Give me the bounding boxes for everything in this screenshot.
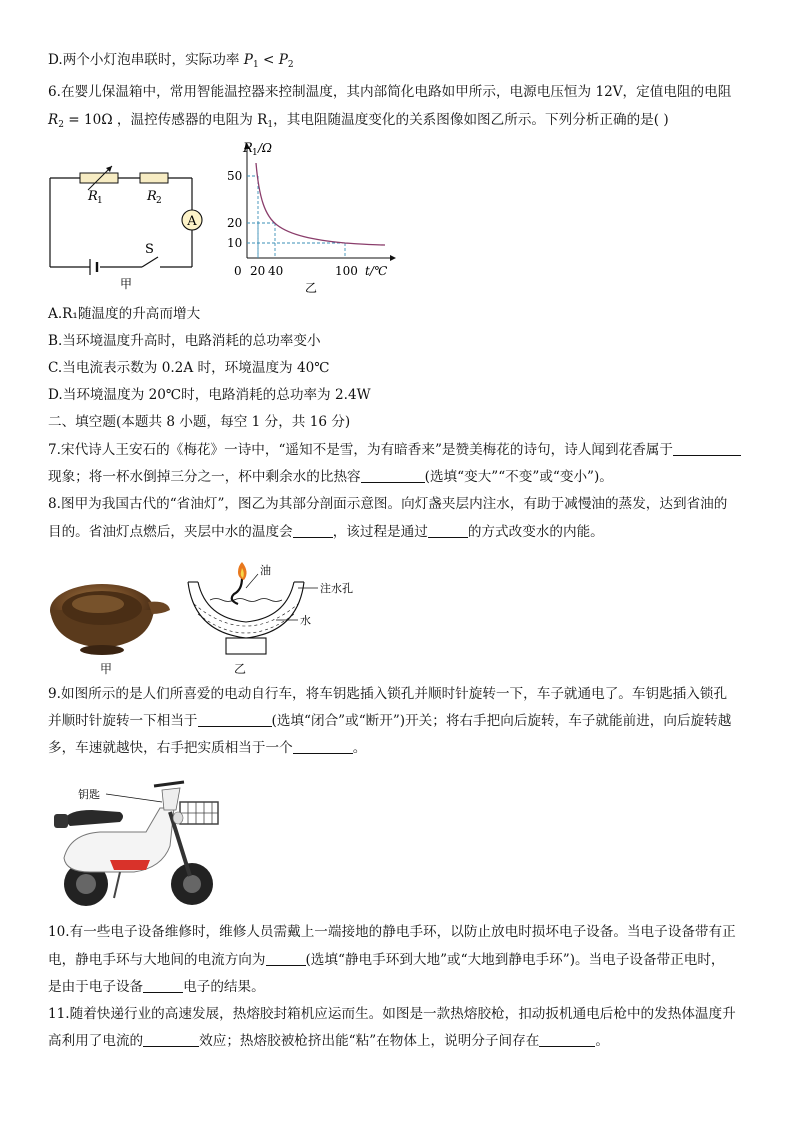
label-water: 水: [300, 614, 311, 627]
q9-line2: [48, 711, 748, 731]
r2-sub: 2: [58, 120, 64, 130]
xtick-0: 0: [234, 264, 242, 278]
label-water-hole: 注水孔: [320, 582, 353, 595]
answer-blank[interactable]: [361, 468, 425, 483]
answer-blank[interactable]: [293, 523, 333, 538]
q11-text-b: 高利用了电流的: [48, 1033, 144, 1049]
p2-sub: 2: [287, 60, 294, 70]
q7-line2: [48, 467, 748, 487]
q6-option-b: B.当环境温度升高时，电路消耗的总功率变小: [48, 333, 321, 349]
answer-blank[interactable]: [143, 1032, 199, 1047]
q9-line3: [48, 738, 748, 758]
q8-line2: [48, 522, 748, 542]
q8-line1: 8.图甲为我国古代的“省油灯”，图乙为其部分剖面示意图。向灯盏夹层内注水，有助于减慢油的蒸发，达到省油的: [48, 496, 728, 512]
q10-line3: [48, 977, 748, 997]
r2-resistor: [140, 173, 168, 183]
r2-label-sub: 2: [156, 196, 162, 206]
graph-ylabel-sub: 1: [252, 148, 258, 158]
r1-label-sub: 1: [97, 196, 103, 206]
graph-ylabel: R: [243, 141, 253, 156]
answer-blank[interactable]: [266, 951, 306, 966]
p1-symbol: P: [243, 52, 253, 68]
q11-text-d: 。: [595, 1033, 609, 1049]
xtick-40: 40: [268, 264, 284, 278]
q9-text-b: 并顺时针旋转一下相当于: [48, 713, 198, 729]
answer-blank[interactable]: [673, 441, 741, 456]
lamp-caption-yi: 乙: [234, 662, 247, 676]
q7-text-a: 7.宋代诗人王安石的《梅花》一诗中，“遥知不是雪，为有暗香来”是赞美梅花的诗句，诗人闻到花香属于: [48, 442, 673, 458]
q11-line1: 11.随着快递行业的高速发展，热熔胶封箱机应运而生。如图是一款热熔胶枪，扣动扳机通电后枪中的发热体温度升: [48, 1006, 736, 1022]
xtick-100: 100: [335, 264, 358, 278]
q8-text-c: ，该过程是通过: [332, 524, 428, 540]
q8-text-d: 的方式改变水的内能。: [467, 524, 604, 540]
ammeter-label: A: [187, 214, 197, 229]
q9-text-e: 。: [352, 740, 367, 756]
p2-symbol: P: [278, 52, 288, 68]
r1-curve: [256, 163, 385, 245]
oil-lamp-section: [180, 560, 360, 658]
q10-text-e: 电子的结果。: [183, 979, 265, 995]
r2-symbol: R: [48, 112, 59, 128]
r1-label: R: [88, 189, 98, 204]
q7-text-c: (选填“变大”“不变”或“变小”)。: [424, 469, 613, 485]
q5d-text: D.两个小灯泡串联时，实际功率: [48, 52, 244, 68]
q6-line2-tail: ，其电阻随温度变化的关系图像如图乙所示。下列分析正确的是( ): [273, 112, 669, 128]
r2-label: R: [147, 189, 157, 204]
answer-blank[interactable]: [428, 523, 468, 538]
p1-sub: 1: [252, 60, 259, 70]
lamp-caption-jia: 甲: [100, 662, 113, 676]
q7-text-b: 现象；将一杯水倒掉三分之一，杯中剩余水的比热容: [48, 469, 361, 485]
graph-xlabel: t/℃: [365, 264, 388, 278]
q5-option-d: [48, 50, 748, 75]
q10-text-b: 电，静电手环与大地间的电流方向为: [48, 952, 266, 968]
q9-line1: 9.如图所示的是人们所喜爱的电动自行车，将车钥匙插入锁孔并顺时针旋转一下，车子就通电了。车钥匙插入锁孔: [48, 686, 728, 702]
circuit-diagram: [40, 160, 215, 290]
q7-line1: [48, 440, 748, 460]
oil-lamp-photo: [44, 570, 174, 660]
q9-text-c: (选填“闭合”或“断开”)开关；将右手把向后旋转，车子就能前进，向后旋转越: [271, 713, 732, 729]
answer-blank[interactable]: [293, 739, 353, 754]
q10-line1: 10.有一些电子设备维修时，维修人员需戴上一端接地的静电手环，以防止放电时损坏电子设备。当电子设备带有正: [48, 924, 736, 940]
label-oil: 油: [260, 564, 271, 577]
q6-option-a: A.R₁随温度的升高而增大: [48, 306, 201, 322]
q6-line2-text: = 10Ω ，温控传感器的电阻为 R: [63, 112, 268, 128]
q11-text-c: 效应；热熔胶被枪挤出能“粘”在物体上，说明分子间存在: [199, 1033, 540, 1049]
xtick-20: 20: [250, 264, 266, 278]
graph-caption: 乙: [305, 281, 318, 295]
r1-temperature-graph: [225, 138, 400, 298]
q9-text-d: 多，车速就越快，右手把实质相当于一个: [48, 740, 293, 756]
label-key: 钥匙: [78, 788, 100, 801]
less-than: <: [258, 52, 279, 68]
q10-line2: [48, 950, 748, 970]
q6-option-c: C.当电流表示数为 0.2A 时，环境温度为 40℃: [48, 360, 330, 376]
q10-text-d: 是由于电子设备: [48, 979, 144, 995]
answer-blank[interactable]: [198, 712, 272, 727]
circuit-caption: 甲: [120, 277, 133, 290]
q6-line1: 6.在婴儿保温箱中，常用智能温控器来控制温度，其内部简化电路如甲所示，电源电压恒为 12V，定值电阻的电阻: [48, 84, 732, 100]
electric-bike-illustration: [50, 772, 230, 910]
q6-option-d: D.当环境温度为 20℃时，电路消耗的总功率为 2.4W: [48, 387, 371, 403]
answer-blank[interactable]: [539, 1032, 595, 1047]
q6-line2: [48, 110, 748, 135]
ytick-50: 50: [227, 169, 243, 183]
q10-text-c: (选填“静电手环到大地”或“大地到静电手环”)。当电子设备带正电时，: [305, 952, 725, 968]
answer-blank[interactable]: [143, 978, 183, 993]
switch-label: S: [145, 242, 154, 257]
q8-text-b: 目的。省油灯点燃后，夹层中水的温度会: [48, 524, 293, 540]
q11-line2: [48, 1031, 748, 1051]
section-heading: 二、填空题(本题共 8 小题，每空 1 分，共 16 分): [48, 414, 351, 430]
graph-ylabel-unit: /Ω: [258, 141, 272, 155]
r1-resistor: [80, 173, 118, 183]
ytick-20: 20: [227, 216, 243, 230]
ytick-10: 10: [227, 236, 243, 250]
r1-sub: 1: [267, 120, 274, 130]
